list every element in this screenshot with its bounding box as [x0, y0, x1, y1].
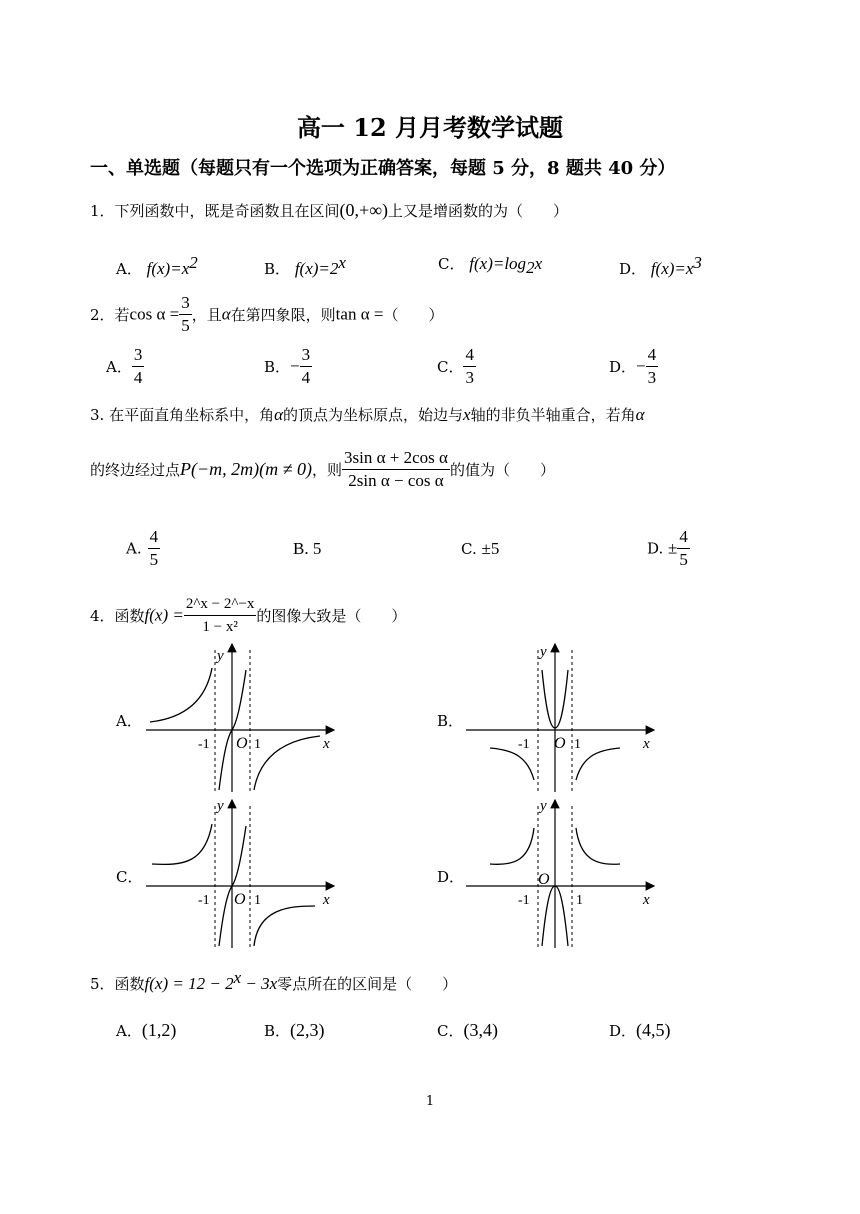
q5-option-a[interactable]: A．(1,2) [116, 1020, 177, 1040]
y-label: y [540, 644, 547, 660]
curve-left [490, 828, 534, 864]
curve-right [254, 906, 315, 946]
question-3-line-2: 的终边经过点P(−m, 2m)(m ≠ 0)，则 $\frac{\text{3sin α + 2cos α}}{\text{2sin α − cos α}}$ 的值为（ ） [90, 448, 555, 490]
q3-option-a[interactable]: A. $\frac{4}{5}$ [126, 527, 159, 569]
q2-option-a[interactable]: A． $\frac{3}{4}$ [106, 345, 143, 387]
y-label: y [217, 798, 224, 814]
q3-option-c[interactable]: C. ±5 [461, 539, 500, 558]
tick-label-minus-1: -1 [198, 737, 210, 752]
q1-option-b[interactable]: B． $f(x)=2^x$ [264, 253, 346, 278]
y-label: y [540, 798, 547, 814]
question-2-stem: 2．若cos α = $\frac{3}{5}$ ，且α在第四象限，则tan α =（ ） [90, 293, 444, 335]
tick-label-minus-1: -1 [518, 893, 530, 908]
x-label: x [643, 736, 650, 752]
q1-option-c[interactable]: C． $f(x)=\log_2x$ [438, 254, 543, 277]
q4-option-a-label[interactable]: A． [116, 712, 142, 730]
q4-graph-b[interactable] [460, 640, 660, 795]
x-label: x [643, 892, 650, 908]
question-4-stem: 4．函数f(x) = $\frac{2\^{}x - 2\^{}-x}{\text{1 − x²}}$ 的图像大致是（ ） [90, 593, 406, 638]
question-1-stem: 1．下列函数中，既是奇函数且在区间(0,+∞)上又是增函数的为（ ） [90, 200, 569, 220]
q4-graph-d[interactable] [460, 796, 660, 951]
q3-option-b[interactable]: B. 5 [293, 539, 322, 558]
curve-right [576, 828, 620, 864]
q5-option-c[interactable]: C．(3,4) [437, 1020, 498, 1040]
q4-graph-a[interactable] [140, 640, 340, 795]
origin-label: O [236, 735, 248, 752]
q2-option-b[interactable]: B．− $\frac{3}{4}$ [264, 345, 311, 387]
tick-label-1: 1 [576, 893, 583, 908]
curve-right [254, 736, 320, 790]
origin-label: O [554, 735, 566, 752]
tick-label-1: 1 [574, 737, 581, 752]
q5-option-b[interactable]: B．(2,3) [264, 1020, 325, 1040]
section-heading: 一、单选题（每题只有一个选项为正确答案，每题 5 分，8 题共 40 分） [90, 158, 676, 179]
curve-right [576, 748, 620, 780]
tick-label-minus-1: -1 [518, 737, 530, 752]
y-label: y [217, 648, 224, 664]
q4-option-b-label[interactable]: B． [437, 712, 464, 730]
x-label: x [323, 736, 330, 752]
tick-label-1: 1 [254, 737, 261, 752]
x-label: x [323, 892, 330, 908]
q5-option-d[interactable]: D．(4,5) [609, 1020, 671, 1040]
curve-left [152, 824, 212, 864]
page-title: 高一 12 月月考数学试题 [296, 113, 564, 142]
curve-left [490, 748, 534, 780]
q4-option-c-label[interactable]: C． [116, 868, 143, 886]
question-5-stem: 5．函数$f(x) = 12 - 2^x - 3x$零点所在的区间是（ ） [90, 968, 458, 993]
origin-label: O [234, 891, 246, 908]
page-number: 1 [425, 1094, 435, 1109]
origin-label: O [538, 871, 550, 888]
q3-option-d[interactable]: D. ± $\frac{4}{5}$ [647, 527, 688, 569]
tick-label-1: 1 [254, 893, 261, 908]
q1-option-d[interactable]: D． $f(x)=x^3$ [619, 253, 702, 278]
q4-option-d-label[interactable]: D． [437, 868, 465, 886]
q2-option-d[interactable]: D．− $\frac{4}{3}$ [609, 345, 657, 387]
tick-label-minus-1: -1 [198, 893, 210, 908]
question-3-line-1: 3. 在平面直角坐标系中，角α的顶点为坐标原点，始边与x轴的非负半轴重合，若角α [90, 405, 645, 424]
q1-option-a[interactable]: A． $f(x)=x^2$ [116, 253, 198, 278]
curve-left [150, 668, 212, 722]
q4-graph-c[interactable] [140, 796, 340, 951]
q2-option-c[interactable]: C． $\frac{4}{3}$ [437, 345, 474, 387]
